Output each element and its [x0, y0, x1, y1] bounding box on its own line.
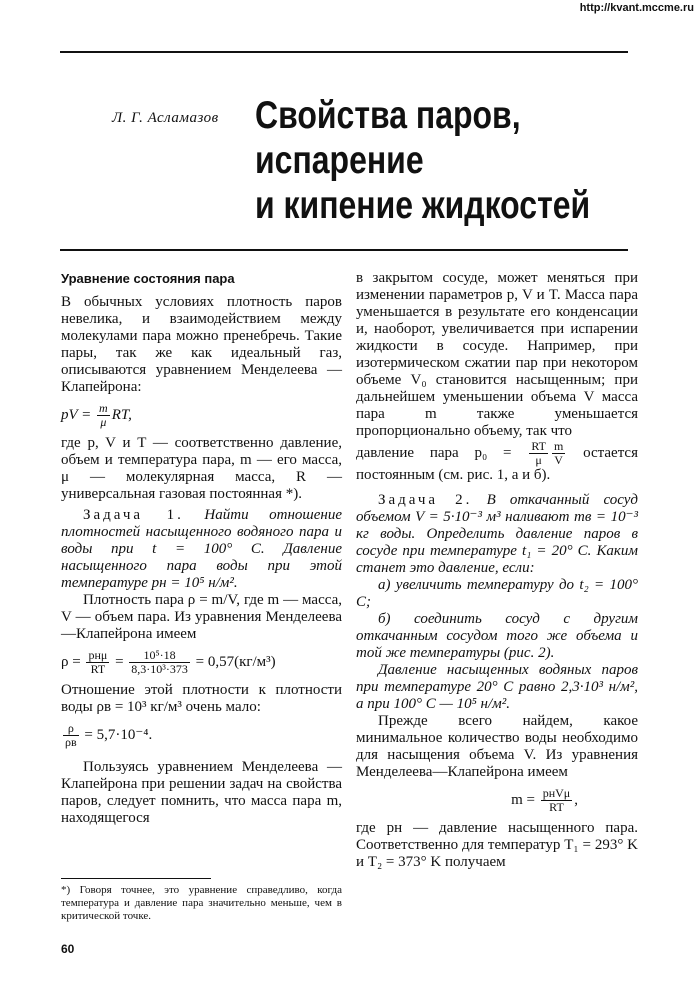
paragraph: В обычных условиях плотность паров невелика, и взаимодействием между молекулами пара можно пренебречь. Такие пары, так же как идеальный газ, описываются уравнением Менделеева — Клапейрона: — [61, 294, 342, 395]
fraction — [86, 649, 109, 676]
eq-part: = 5,7·10⁻⁴. — [80, 726, 153, 743]
title-line-1: Свойства паров, — [255, 94, 521, 137]
left-column — [61, 270, 342, 827]
task-text: Найти отношение плотностей насыщенного водяного пара и воды при t = 100° C. Давление насыщенного пара воды при этой температуре pн = 10⁵ н/м². — [61, 507, 342, 591]
paragraph — [356, 440, 638, 484]
fraction-den: V — [554, 453, 563, 467]
author: Л. Г. Асламазов — [112, 110, 219, 126]
eq-part: = — [111, 653, 128, 670]
equation-mass — [356, 787, 638, 814]
fraction-den: 8,3·10³·373 — [131, 662, 188, 676]
task-label: Задача 2. — [378, 492, 473, 508]
title-line-2: испарение — [255, 139, 424, 182]
task-2 — [356, 492, 638, 577]
article-title — [255, 93, 590, 228]
paragraph: Пользуясь уравнением Менделеева — Клапейрона при решении задач на свойства паров, следует помнить, что масса пара m, находящегося — [61, 759, 342, 826]
fraction-num: pнVμ — [542, 786, 571, 800]
top-rule — [60, 51, 628, 53]
paragraph: где pн — давление насыщенного пара. Соответственно для температур T₁ = 293° K и T₂ = 373° K получаем — [356, 820, 638, 870]
fraction — [541, 787, 573, 814]
eq-part: давление пара p₀ = — [356, 444, 528, 461]
section-rule — [60, 249, 628, 251]
title-line-3: и кипение жидкостей — [255, 184, 591, 227]
right-column — [356, 270, 638, 871]
task-label: Задача 1. — [83, 507, 184, 523]
section-heading: Уравнение состояния пара — [61, 271, 235, 286]
fraction-num: m — [553, 439, 564, 453]
eq-part: остается постоянным (см. рис. 1, а и б). — [356, 444, 638, 483]
paragraph: Прежде всего найдем, какое минимальное количество воды необходимо для насыщения объема V. Из уравнения Менделеева—Клапейрона имеем — [356, 713, 638, 780]
eq-part: , — [574, 791, 578, 808]
fraction-num: ρ — [63, 722, 79, 736]
paragraph: Отношение этой плотности к плотности воды ρв = 10³ кг/м³ очень мало: — [61, 682, 342, 715]
fraction — [97, 402, 110, 429]
eq-part: pV = — [61, 406, 96, 423]
fraction-den: μ — [100, 415, 107, 429]
fraction-den: ρв — [65, 735, 77, 749]
site-url[interactable]: http://kvant.mccme.ru — [579, 2, 694, 14]
equation-density — [61, 649, 342, 676]
paragraph: где p, V и T — соответственно давление, объем и температура пара, m — его масса, μ — молекулярная масса, R — универсальная газовая постоянная *). — [61, 435, 342, 502]
task-1 — [61, 507, 342, 592]
paragraph: Плотность пара ρ = m/V, где m — масса, V — объем пара. Из уравнения Менделеева—Клапейрона имеем — [61, 592, 342, 642]
eq-part: m = — [511, 791, 539, 808]
fraction-num: m — [99, 401, 108, 415]
task-option-a: а) увеличить температуру до t₂ = 100° C; — [356, 577, 638, 610]
fraction-num: RT — [531, 439, 546, 453]
fraction — [129, 649, 190, 676]
eq-part: RT, — [111, 406, 132, 423]
footnote-rule — [61, 878, 211, 879]
task-option-b: б) соединить сосуд с другим откачанным сосудом того же объема и той же температуры (рис. 2). — [356, 611, 638, 661]
paragraph: в закрытом сосуде, может меняться при изменении параметров p, V и T. Масса пара уменьшается в результате его конденсации и, наоборот, увеличивается при испарении жидкости в сосуде. Например, при изотермическом сжатии пар при некотором объеме V₀ становится насыщенным; при дальнейшем уменьшении объема V масса пара m также уменьшается пропорционально объему, так что — [356, 270, 638, 439]
task-text: В откачанный сосуд объемом V = 5·10⁻³ м³ наливают mв = 10⁻³ кг воды. Определить давление паров в сосуде при температуре t₁ = 20° C. Каким станет это давление, если: — [356, 492, 638, 576]
fraction-den: RT — [549, 800, 564, 814]
footnote: *) Говоря точнее, это уравнение справедливо, когда температура и давление пара значительно меньше, чем в критической точке. — [61, 884, 342, 922]
fraction — [529, 440, 548, 467]
fraction — [552, 440, 565, 467]
fraction-den: RT — [90, 662, 106, 676]
given-data: Давление насыщенных водяных паров при температуре 20° C равно 2,3·10³ н/м², а при 100° C — 10⁵ н/м². — [356, 662, 638, 712]
page-number: 60 — [61, 942, 75, 956]
eq-part: = 0,57(кг/м³) — [191, 653, 276, 670]
fraction — [63, 722, 79, 749]
equation-clapeyron — [61, 402, 342, 429]
equation-ratio — [61, 722, 342, 749]
fraction-num: 10⁵·18 — [129, 649, 190, 663]
fraction-num: pнμ — [88, 648, 108, 662]
eq-part: ρ = — [61, 653, 85, 670]
fraction-den: μ — [535, 453, 542, 467]
